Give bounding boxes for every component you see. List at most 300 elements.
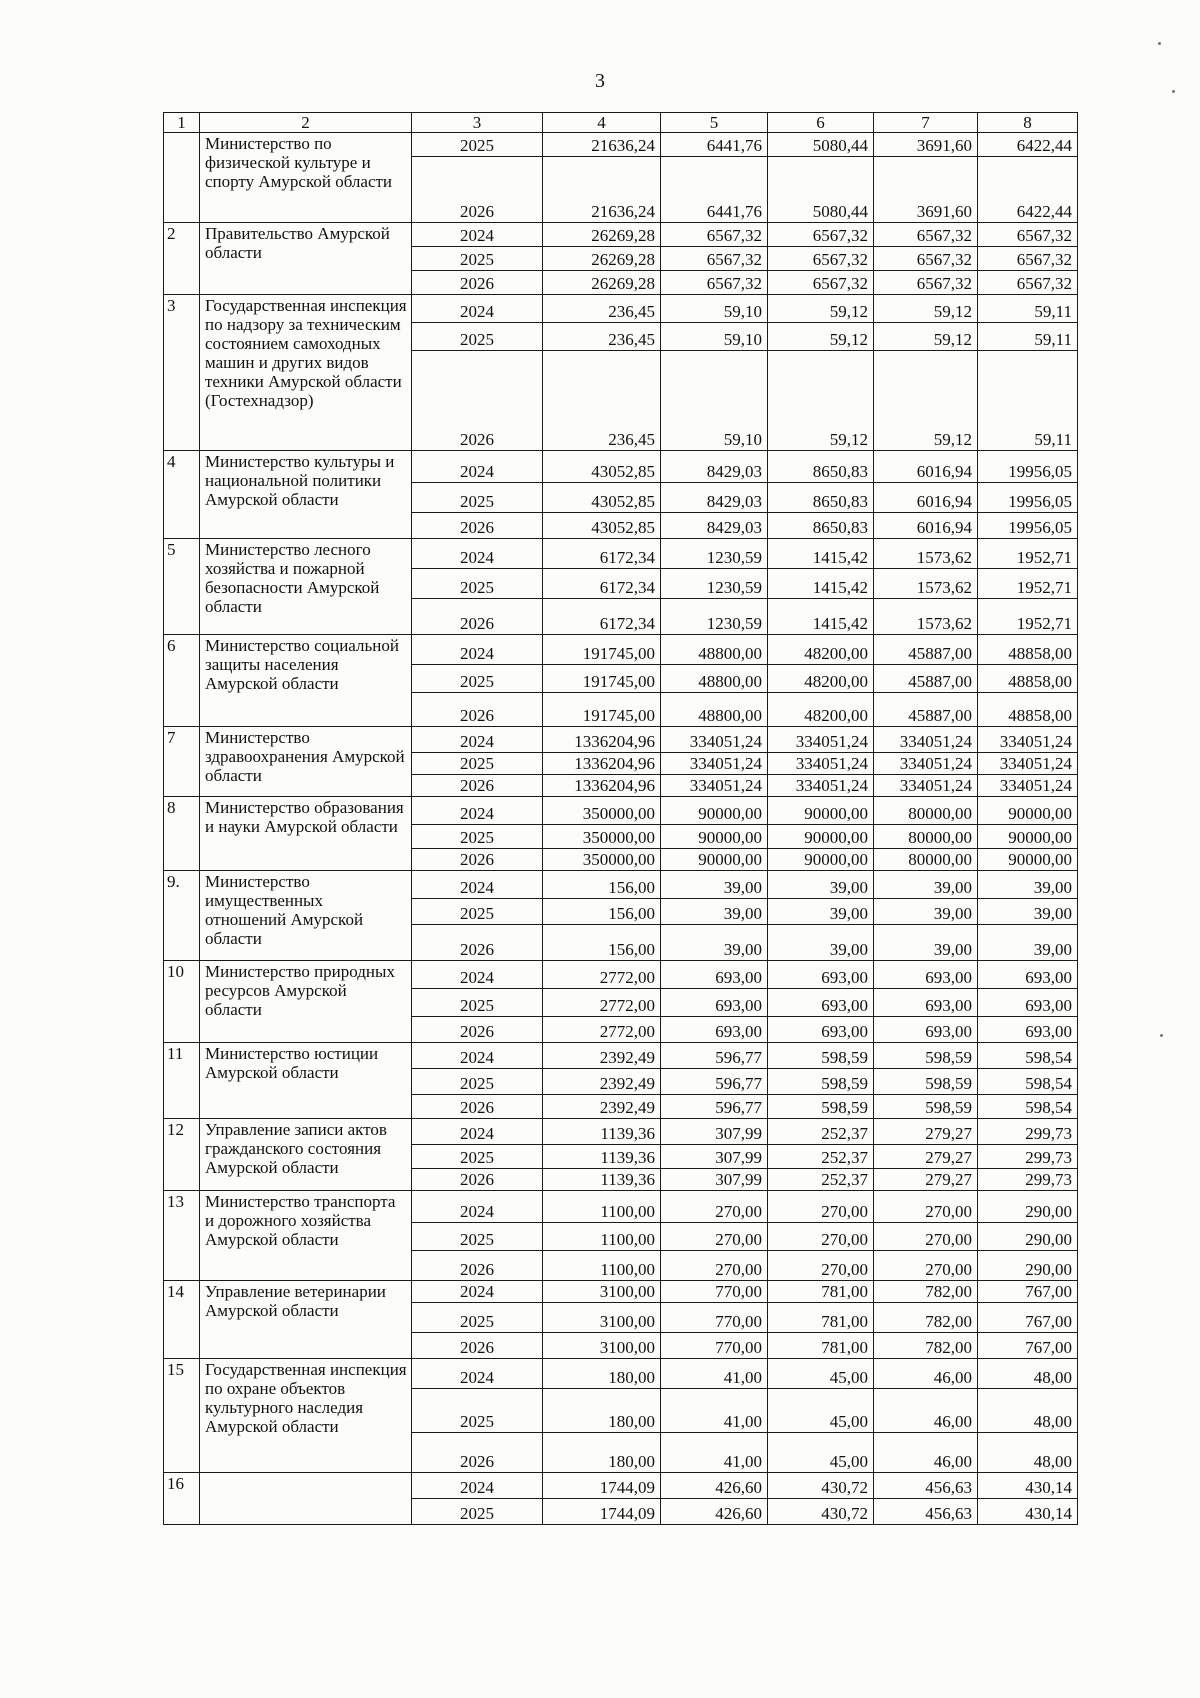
amount-cell: 2392,49 [543, 1095, 661, 1119]
amount-cell: 41,00 [661, 1359, 768, 1389]
amount-cell: 270,00 [661, 1191, 768, 1223]
amount-cell: 45887,00 [874, 635, 978, 665]
table-row [164, 539, 1078, 569]
amount-cell: 8429,03 [661, 513, 768, 539]
organization-name: Министерство образования и науки Амурской области [200, 797, 412, 871]
row-index: 8 [164, 797, 200, 871]
amount-cell: 252,37 [768, 1169, 874, 1191]
amount-cell: 26269,28 [543, 247, 661, 271]
amount-cell: 279,27 [874, 1119, 978, 1145]
amount-cell: 236,45 [543, 295, 661, 323]
amount-cell: 1139,36 [543, 1169, 661, 1191]
amount-cell: 39,00 [978, 925, 1078, 961]
amount-cell: 307,99 [661, 1119, 768, 1145]
table-row [164, 961, 1078, 989]
amount-cell: 299,73 [978, 1145, 1078, 1169]
year-cell: 2024 [412, 1119, 543, 1145]
amount-cell: 39,00 [661, 925, 768, 961]
amount-cell: 430,72 [768, 1473, 874, 1499]
row-index: 16 [164, 1473, 200, 1525]
year-cell: 2024 [412, 295, 543, 323]
amount-cell: 2392,49 [543, 1043, 661, 1069]
amount-cell: 90000,00 [978, 825, 1078, 849]
amount-cell: 3691,60 [874, 157, 978, 223]
column-header: 1 [164, 113, 200, 133]
amount-cell: 90000,00 [768, 825, 874, 849]
amount-cell: 6441,76 [661, 133, 768, 157]
amount-cell: 270,00 [661, 1223, 768, 1251]
amount-cell: 1230,59 [661, 569, 768, 599]
amount-cell: 48,00 [978, 1433, 1078, 1473]
year-cell: 2026 [412, 1333, 543, 1359]
amount-cell: 26269,28 [543, 271, 661, 295]
amount-cell: 693,00 [661, 961, 768, 989]
amount-cell: 48200,00 [768, 635, 874, 665]
amount-cell: 334051,24 [768, 727, 874, 753]
amount-cell: 48858,00 [978, 635, 1078, 665]
row-index: 14 [164, 1281, 200, 1359]
amount-cell: 45887,00 [874, 693, 978, 727]
amount-cell: 2772,00 [543, 1017, 661, 1043]
column-header: 6 [768, 113, 874, 133]
amount-cell: 598,54 [978, 1095, 1078, 1119]
amount-cell: 48800,00 [661, 665, 768, 693]
amount-cell: 6567,32 [978, 247, 1078, 271]
amount-cell: 1100,00 [543, 1251, 661, 1281]
year-cell: 2026 [412, 1095, 543, 1119]
amount-cell: 59,11 [978, 351, 1078, 451]
organization-name: Министерство по физической культуре и спорту Амурской области [200, 133, 412, 223]
amount-cell: 290,00 [978, 1251, 1078, 1281]
amount-cell: 6016,94 [874, 483, 978, 513]
amount-cell: 334051,24 [661, 753, 768, 775]
year-cell: 2026 [412, 513, 543, 539]
amount-cell: 1415,42 [768, 569, 874, 599]
amount-cell: 334051,24 [978, 753, 1078, 775]
amount-cell: 41,00 [661, 1433, 768, 1473]
amount-cell: 781,00 [768, 1281, 874, 1303]
page-number: 3 [595, 70, 605, 92]
amount-cell: 26269,28 [543, 223, 661, 247]
amount-cell: 39,00 [661, 871, 768, 899]
organization-name: Правительство Амурской области [200, 223, 412, 295]
amount-cell: 693,00 [768, 989, 874, 1017]
column-header: 3 [412, 113, 543, 133]
amount-cell: 770,00 [661, 1281, 768, 1303]
year-cell: 2026 [412, 157, 543, 223]
table-row [164, 1119, 1078, 1145]
amount-cell: 6567,32 [874, 223, 978, 247]
year-cell: 2024 [412, 961, 543, 989]
organization-name: Министерство юстиции Амурской области [200, 1043, 412, 1119]
amount-cell: 430,72 [768, 1499, 874, 1525]
amount-cell: 456,63 [874, 1473, 978, 1499]
amount-cell: 21636,24 [543, 133, 661, 157]
amount-cell: 48200,00 [768, 665, 874, 693]
amount-cell: 299,73 [978, 1119, 1078, 1145]
amount-cell: 191745,00 [543, 693, 661, 727]
year-cell: 2025 [412, 323, 543, 351]
amount-cell: 334051,24 [874, 727, 978, 753]
amount-cell: 693,00 [978, 961, 1078, 989]
amount-cell: 39,00 [661, 899, 768, 925]
table-row [164, 1281, 1078, 1303]
amount-cell: 80000,00 [874, 825, 978, 849]
amount-cell: 5080,44 [768, 133, 874, 157]
year-cell: 2025 [412, 1303, 543, 1333]
amount-cell: 307,99 [661, 1169, 768, 1191]
row-index: 7 [164, 727, 200, 797]
amount-cell: 1139,36 [543, 1119, 661, 1145]
year-cell: 2025 [412, 989, 543, 1017]
amount-cell: 598,54 [978, 1069, 1078, 1095]
amount-cell: 1952,71 [978, 599, 1078, 635]
table-row [164, 871, 1078, 899]
amount-cell: 48800,00 [661, 635, 768, 665]
amount-cell: 1336204,96 [543, 753, 661, 775]
amount-cell: 6567,32 [978, 223, 1078, 247]
amount-cell: 19956,05 [978, 483, 1078, 513]
organization-name: Управление записи актов гражданского состояния Амурской области [200, 1119, 412, 1191]
amount-cell: 693,00 [874, 961, 978, 989]
row-index: 10 [164, 961, 200, 1043]
year-cell: 2026 [412, 351, 543, 451]
amount-cell: 693,00 [768, 1017, 874, 1043]
year-cell: 2024 [412, 635, 543, 665]
amount-cell: 598,59 [768, 1095, 874, 1119]
amount-cell: 8429,03 [661, 483, 768, 513]
amount-cell: 6441,76 [661, 157, 768, 223]
amount-cell: 59,12 [874, 351, 978, 451]
amount-cell: 6567,32 [768, 247, 874, 271]
amount-cell: 334051,24 [768, 775, 874, 797]
year-cell: 2025 [412, 1223, 543, 1251]
amount-cell: 693,00 [874, 989, 978, 1017]
year-cell: 2025 [412, 247, 543, 271]
amount-cell: 46,00 [874, 1433, 978, 1473]
amount-cell: 8429,03 [661, 451, 768, 483]
year-cell: 2024 [412, 539, 543, 569]
year-cell: 2026 [412, 1017, 543, 1043]
amount-cell: 270,00 [874, 1223, 978, 1251]
amount-cell: 430,14 [978, 1499, 1078, 1525]
row-index [164, 133, 200, 223]
amount-cell: 598,59 [768, 1043, 874, 1069]
organization-name: Министерство природных ресурсов Амурской области [200, 961, 412, 1043]
year-cell: 2026 [412, 849, 543, 871]
column-header: 8 [978, 113, 1078, 133]
year-cell: 2026 [412, 1433, 543, 1473]
amount-cell: 270,00 [874, 1251, 978, 1281]
amount-cell: 290,00 [978, 1223, 1078, 1251]
amount-cell: 596,77 [661, 1095, 768, 1119]
table-row [164, 223, 1078, 247]
amount-cell: 180,00 [543, 1389, 661, 1433]
amount-cell: 191745,00 [543, 635, 661, 665]
table-row [164, 727, 1078, 753]
amount-cell: 334051,24 [661, 775, 768, 797]
amount-cell: 90000,00 [978, 797, 1078, 825]
organization-name: Министерство здравоохранения Амурской области [200, 727, 412, 797]
amount-cell: 6016,94 [874, 513, 978, 539]
amount-cell: 59,12 [768, 323, 874, 351]
row-index: 12 [164, 1119, 200, 1191]
amount-cell: 43052,85 [543, 451, 661, 483]
amount-cell: 6422,44 [978, 133, 1078, 157]
amount-cell: 90000,00 [978, 849, 1078, 871]
amount-cell: 6172,34 [543, 599, 661, 635]
year-cell: 2024 [412, 1043, 543, 1069]
amount-cell: 90000,00 [661, 825, 768, 849]
amount-cell: 2772,00 [543, 989, 661, 1017]
amount-cell: 39,00 [978, 871, 1078, 899]
amount-cell: 8650,83 [768, 513, 874, 539]
year-cell: 2026 [412, 693, 543, 727]
row-index: 9. [164, 871, 200, 961]
organization-name: Министерство имущественных отношений Амурской области [200, 871, 412, 961]
amount-cell: 59,12 [768, 351, 874, 451]
amount-cell: 19956,05 [978, 451, 1078, 483]
amount-cell: 2772,00 [543, 961, 661, 989]
year-cell: 2025 [412, 665, 543, 693]
amount-cell: 1100,00 [543, 1191, 661, 1223]
amount-cell: 596,77 [661, 1043, 768, 1069]
amount-cell: 39,00 [978, 899, 1078, 925]
amount-cell: 6567,32 [978, 271, 1078, 295]
year-cell: 2025 [412, 483, 543, 513]
amount-cell: 39,00 [874, 871, 978, 899]
year-cell: 2025 [412, 1389, 543, 1433]
scan-speck [1160, 1034, 1163, 1037]
amount-cell: 39,00 [874, 899, 978, 925]
amount-cell: 156,00 [543, 925, 661, 961]
amount-cell: 48,00 [978, 1389, 1078, 1433]
amount-cell: 270,00 [874, 1191, 978, 1223]
amount-cell: 2392,49 [543, 1069, 661, 1095]
amount-cell: 80000,00 [874, 849, 978, 871]
amount-cell: 307,99 [661, 1145, 768, 1169]
amount-cell: 782,00 [874, 1303, 978, 1333]
amount-cell: 59,11 [978, 295, 1078, 323]
amount-cell: 6567,32 [661, 271, 768, 295]
amount-cell: 1100,00 [543, 1223, 661, 1251]
amount-cell: 236,45 [543, 351, 661, 451]
amount-cell: 39,00 [768, 899, 874, 925]
amount-cell: 59,11 [978, 323, 1078, 351]
amount-cell: 693,00 [874, 1017, 978, 1043]
amount-cell: 693,00 [978, 989, 1078, 1017]
row-index: 2 [164, 223, 200, 295]
amount-cell: 598,59 [874, 1069, 978, 1095]
amount-cell: 3100,00 [543, 1281, 661, 1303]
amount-cell: 1415,42 [768, 599, 874, 635]
amount-cell: 1952,71 [978, 569, 1078, 599]
amount-cell: 334051,24 [768, 753, 874, 775]
amount-cell: 1230,59 [661, 599, 768, 635]
amount-cell: 59,12 [874, 295, 978, 323]
organization-name: Министерство культуры и национальной политики Амурской области [200, 451, 412, 539]
amount-cell: 770,00 [661, 1303, 768, 1333]
amount-cell: 48800,00 [661, 693, 768, 727]
amount-cell: 767,00 [978, 1281, 1078, 1303]
year-cell: 2024 [412, 223, 543, 247]
amount-cell: 3100,00 [543, 1333, 661, 1359]
amount-cell: 1573,62 [874, 599, 978, 635]
amount-cell: 5080,44 [768, 157, 874, 223]
amount-cell: 8650,83 [768, 451, 874, 483]
amount-cell: 6567,32 [661, 247, 768, 271]
amount-cell: 3691,60 [874, 133, 978, 157]
amount-cell: 6016,94 [874, 451, 978, 483]
amount-cell: 48858,00 [978, 665, 1078, 693]
amount-cell: 350000,00 [543, 797, 661, 825]
amount-cell: 1139,36 [543, 1145, 661, 1169]
amount-cell: 80000,00 [874, 797, 978, 825]
year-cell: 2025 [412, 1069, 543, 1095]
amount-cell: 299,73 [978, 1169, 1078, 1191]
year-cell: 2026 [412, 599, 543, 635]
amount-cell: 45,00 [768, 1433, 874, 1473]
amount-cell: 350000,00 [543, 825, 661, 849]
organization-name: Государственная инспекция по надзору за техническим состоянием самоходных машин и других видов техники Амурской области (Гостехнадзор) [200, 295, 412, 451]
amount-cell: 693,00 [661, 1017, 768, 1043]
table-row [164, 295, 1078, 323]
amount-cell: 45,00 [768, 1389, 874, 1433]
amount-cell: 290,00 [978, 1191, 1078, 1223]
amount-cell: 782,00 [874, 1281, 978, 1303]
table-row [164, 133, 1078, 157]
year-cell: 2025 [412, 753, 543, 775]
column-header: 5 [661, 113, 768, 133]
amount-cell: 1952,71 [978, 539, 1078, 569]
amount-cell: 236,45 [543, 323, 661, 351]
row-index: 5 [164, 539, 200, 635]
table-row [164, 1359, 1078, 1389]
column-header: 7 [874, 113, 978, 133]
amount-cell: 41,00 [661, 1389, 768, 1433]
amount-cell: 596,77 [661, 1069, 768, 1095]
amount-cell: 59,12 [874, 323, 978, 351]
amount-cell: 156,00 [543, 871, 661, 899]
amount-cell: 334051,24 [978, 727, 1078, 753]
row-index: 13 [164, 1191, 200, 1281]
organization-name: Государственная инспекция по охране объектов культурного наследия Амурской области [200, 1359, 412, 1473]
amount-cell: 180,00 [543, 1359, 661, 1389]
amount-cell: 767,00 [978, 1333, 1078, 1359]
table-row [164, 1043, 1078, 1069]
amount-cell: 6567,32 [768, 271, 874, 295]
amount-cell: 767,00 [978, 1303, 1078, 1333]
amount-cell: 48200,00 [768, 693, 874, 727]
amount-cell: 90000,00 [661, 797, 768, 825]
amount-cell: 8650,83 [768, 483, 874, 513]
amount-cell: 270,00 [661, 1251, 768, 1281]
amount-cell: 59,10 [661, 351, 768, 451]
row-index: 6 [164, 635, 200, 727]
amount-cell: 6567,32 [768, 223, 874, 247]
amount-cell: 45887,00 [874, 665, 978, 693]
amount-cell: 1336204,96 [543, 775, 661, 797]
amount-cell: 1573,62 [874, 539, 978, 569]
year-cell: 2024 [412, 727, 543, 753]
organization-name [200, 1473, 412, 1525]
amount-cell: 279,27 [874, 1145, 978, 1169]
amount-cell: 1415,42 [768, 539, 874, 569]
amount-cell: 598,59 [768, 1069, 874, 1095]
table-row [164, 635, 1078, 665]
year-cell: 2025 [412, 825, 543, 849]
amount-cell: 770,00 [661, 1333, 768, 1359]
amount-cell: 180,00 [543, 1433, 661, 1473]
year-cell: 2026 [412, 1169, 543, 1191]
year-cell: 2025 [412, 133, 543, 157]
organization-name: Управление ветеринарии Амурской области [200, 1281, 412, 1359]
year-cell: 2025 [412, 1499, 543, 1525]
year-cell: 2024 [412, 797, 543, 825]
year-cell: 2024 [412, 1281, 543, 1303]
year-cell: 2026 [412, 925, 543, 961]
amount-cell: 46,00 [874, 1389, 978, 1433]
table-header-row [164, 113, 1078, 133]
amount-cell: 59,10 [661, 323, 768, 351]
amount-cell: 19956,05 [978, 513, 1078, 539]
amount-cell: 693,00 [978, 1017, 1078, 1043]
year-cell: 2026 [412, 775, 543, 797]
amount-cell: 6172,34 [543, 539, 661, 569]
year-cell: 2024 [412, 1473, 543, 1499]
amount-cell: 59,12 [768, 295, 874, 323]
row-index: 3 [164, 295, 200, 451]
amount-cell: 90000,00 [768, 849, 874, 871]
amount-cell: 48,00 [978, 1359, 1078, 1389]
table-row [164, 797, 1078, 825]
amount-cell: 279,27 [874, 1169, 978, 1191]
table-row [164, 451, 1078, 483]
amount-cell: 39,00 [768, 871, 874, 899]
amount-cell: 598,59 [874, 1043, 978, 1069]
amount-cell: 3100,00 [543, 1303, 661, 1333]
budget-table-body [164, 113, 1078, 1525]
amount-cell: 270,00 [768, 1191, 874, 1223]
amount-cell: 693,00 [661, 989, 768, 1017]
amount-cell: 1744,09 [543, 1499, 661, 1525]
year-cell: 2026 [412, 271, 543, 295]
amount-cell: 426,60 [661, 1499, 768, 1525]
amount-cell: 156,00 [543, 899, 661, 925]
amount-cell: 598,54 [978, 1043, 1078, 1069]
amount-cell: 334051,24 [874, 775, 978, 797]
amount-cell: 6172,34 [543, 569, 661, 599]
amount-cell: 1230,59 [661, 539, 768, 569]
amount-cell: 430,14 [978, 1473, 1078, 1499]
amount-cell: 48858,00 [978, 693, 1078, 727]
amount-cell: 39,00 [768, 925, 874, 961]
row-index: 15 [164, 1359, 200, 1473]
column-header: 4 [543, 113, 661, 133]
organization-name: Министерство социальной защиты населения Амурской области [200, 635, 412, 727]
amount-cell: 90000,00 [661, 849, 768, 871]
amount-cell: 43052,85 [543, 483, 661, 513]
amount-cell: 39,00 [874, 925, 978, 961]
organization-name: Министерство транспорта и дорожного хозяйства Амурской области [200, 1191, 412, 1281]
budget-table [163, 112, 1078, 1525]
amount-cell: 334051,24 [661, 727, 768, 753]
amount-cell: 1573,62 [874, 569, 978, 599]
amount-cell: 6422,44 [978, 157, 1078, 223]
organization-name: Министерство лесного хозяйства и пожарной безопасности Амурской области [200, 539, 412, 635]
amount-cell: 6567,32 [874, 271, 978, 295]
row-index: 4 [164, 451, 200, 539]
